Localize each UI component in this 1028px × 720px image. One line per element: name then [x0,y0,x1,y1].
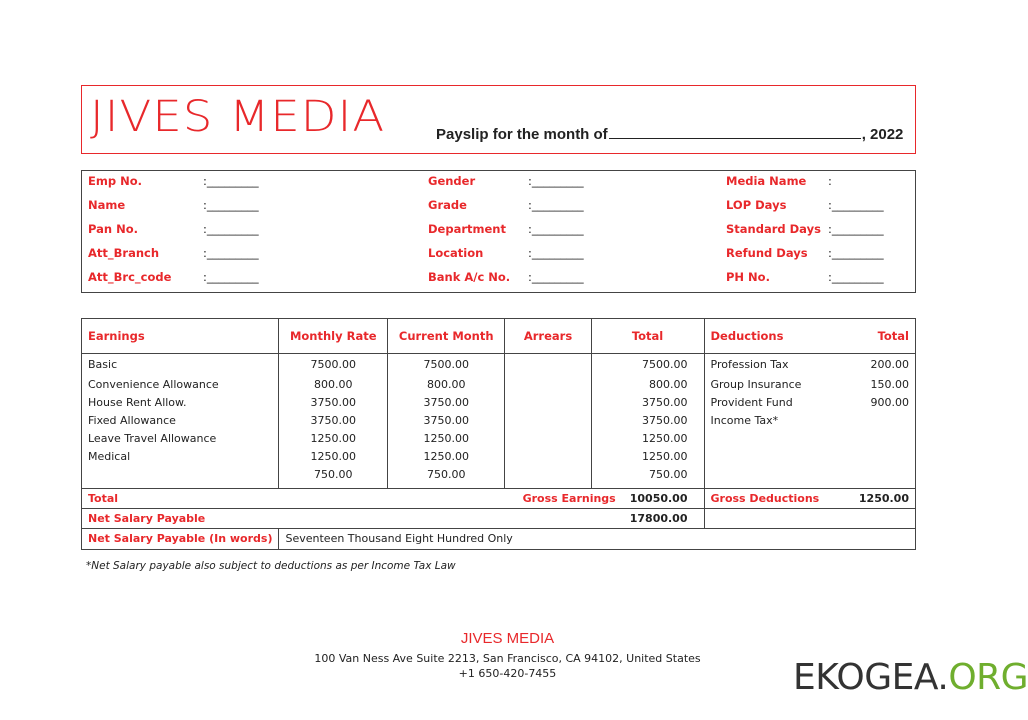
current-month-value: 3750.00 [388,394,505,412]
arrears-value [505,448,591,466]
footer-brand: JIVES MEDIA [460,630,555,647]
info-value-field[interactable]: :_________ [528,270,584,284]
gross-deductions-value: 1250.00 [841,488,915,508]
info-label: Grade [428,198,467,212]
info-value-field[interactable]: : [828,174,832,188]
employee-info-box [81,170,916,293]
earning-total-value: 1250.00 [591,448,704,466]
earning-total-value: 750.00 [591,466,704,484]
header-arrears: Arrears [505,319,591,354]
deduction-name [704,466,841,484]
watermark-suffix: ORG [948,657,1028,698]
footnote: *Net Salary payable also subject to deductions as per Income Tax Law [86,560,456,572]
deduction-name: Profession Tax [704,354,841,376]
earnings-table [81,318,916,550]
employee-info-row [88,246,348,266]
info-label: Standard Days [726,222,821,236]
earnings-header-row [82,319,916,354]
earning-name: Fixed Allowance [82,412,279,430]
employee-info-row [726,174,986,194]
current-month-value: 1250.00 [388,430,505,448]
info-label: Refund Days [726,246,808,260]
payslip-header [81,85,916,154]
deduction-amount: 200.00 [841,354,915,376]
arrears-value [505,412,591,430]
info-label: Location [428,246,484,260]
net-salary-label: Net Salary Payable [82,508,279,528]
info-label: LOP Days [726,198,787,212]
employee-info-row [428,270,688,290]
payslip-year: , 2022 [861,126,904,143]
earning-name: Basic [82,354,279,376]
header-total: Total [591,319,704,354]
arrears-value [505,376,591,394]
earnings-row [82,430,916,448]
employee-info-row [88,270,348,290]
net-salary-value: 17800.00 [591,508,704,528]
info-value-field[interactable]: :_________ [203,174,259,188]
employee-info-row [88,174,348,194]
info-value-field[interactable]: :_________ [528,174,584,188]
gross-earnings-cell [505,488,704,508]
deduction-name: Income Tax* [704,412,841,430]
monthly-rate-value: 3750.00 [279,394,388,412]
arrears-value [505,394,591,412]
footer-address: 100 Van Ness Ave Suite 2213, San Francisco, CA 94102, United States [314,652,701,665]
deduction-amount: 150.00 [841,376,915,394]
arrears-value [505,430,591,448]
header-earnings: Earnings [82,319,279,354]
earning-name: Medical [82,448,279,466]
deduction-name: Group Insurance [704,376,841,394]
info-label: Att_Branch [88,246,160,260]
info-value-field[interactable]: :_________ [828,270,884,284]
deduction-amount [841,466,915,484]
employee-info-row [428,222,688,242]
earning-total-value: 7500.00 [591,354,704,376]
deduction-amount [841,412,915,430]
info-value-field[interactable]: :_________ [203,270,259,284]
earning-total-value: 3750.00 [591,412,704,430]
deduction-name [704,430,841,448]
info-label: Gender [428,174,476,188]
arrears-value [505,466,591,484]
earnings-row [82,376,916,394]
info-label: Name [88,198,126,212]
employee-info-row [88,198,348,218]
net-salary-row [82,508,916,528]
net-salary-words-label: Net Salary Payable (In words) [82,528,279,549]
employee-info-row [726,222,986,242]
gross-earnings-label: Gross Earnings [522,491,616,505]
current-month-value: 750.00 [388,466,505,484]
earning-total-value: 800.00 [591,376,704,394]
deduction-amount [841,448,915,466]
info-value-field[interactable]: :_________ [828,222,884,236]
info-value-field[interactable]: :_________ [203,222,259,236]
earning-total-value: 1250.00 [591,430,704,448]
info-label: Pan No. [88,222,138,236]
employee-info-row [726,270,986,290]
earnings-row [82,412,916,430]
info-label: Emp No. [88,174,142,188]
employee-info-row [726,246,986,266]
net-salary-words-value: Seventeen Thousand Eight Hundred Only [279,528,916,549]
employee-info-row [428,246,688,266]
info-value-field[interactable]: :_________ [203,246,259,260]
header-monthly-rate: Monthly Rate [279,319,388,354]
current-month-value: 1250.00 [388,448,505,466]
month-blank[interactable] [609,126,861,139]
monthly-rate-value: 1250.00 [279,430,388,448]
monthly-rate-value: 800.00 [279,376,388,394]
info-value-field[interactable]: :_________ [528,246,584,260]
info-value-field[interactable]: :_________ [203,198,259,212]
current-month-value: 800.00 [388,376,505,394]
header-deductions: Deductions [704,319,841,354]
watermark-text: EKOGEA. [793,657,949,698]
monthly-rate-value: 3750.00 [279,412,388,430]
earning-name [82,466,279,484]
arrears-value [505,354,591,376]
current-month-value: 3750.00 [388,412,505,430]
total-label: Total [82,488,279,508]
deduction-name [704,448,841,466]
info-label: Media Name [726,174,807,188]
total-row [82,488,916,508]
info-value-field[interactable]: :_________ [528,222,584,236]
payslip-title: Payslip for the month of [436,126,608,143]
info-value-field[interactable]: :_________ [528,198,584,212]
net-salary-words-row [82,528,916,549]
deduction-amount: 900.00 [841,394,915,412]
header-current-month: Current Month [388,319,505,354]
employee-info-row [428,174,688,194]
employee-info-row [88,222,348,242]
info-label: Att_Brc_code [88,270,172,284]
header-deductions-total: Total [841,319,915,354]
earning-name: House Rent Allow. [82,394,279,412]
current-month-value: 7500.00 [388,354,505,376]
brand-logo: JIVES MEDIA [90,92,386,142]
earnings-row [82,354,916,376]
watermark-logo [793,657,1028,698]
gross-deductions-label: Gross Deductions [704,488,841,508]
info-value-field[interactable]: :_________ [828,246,884,260]
earnings-row [82,466,916,484]
earning-name: Leave Travel Allowance [82,430,279,448]
payslip-month-line [436,126,914,143]
earning-name: Convenience Allowance [82,376,279,394]
info-value-field[interactable]: :_________ [828,198,884,212]
employee-info-row [726,198,986,218]
deduction-name: Provident Fund [704,394,841,412]
employee-info-row [428,198,688,218]
monthly-rate-value: 1250.00 [279,448,388,466]
gross-earnings-value: 10050.00 [629,491,688,505]
monthly-rate-value: 750.00 [279,466,388,484]
earning-total-value: 3750.00 [591,394,704,412]
info-label: Department [428,222,506,236]
earnings-row [82,448,916,466]
info-label: PH No. [726,270,770,284]
footer-phone: +1 650-420-7455 [458,667,557,680]
earnings-row [82,394,916,412]
monthly-rate-value: 7500.00 [279,354,388,376]
info-label: Bank A/c No. [428,270,511,284]
deduction-amount [841,430,915,448]
